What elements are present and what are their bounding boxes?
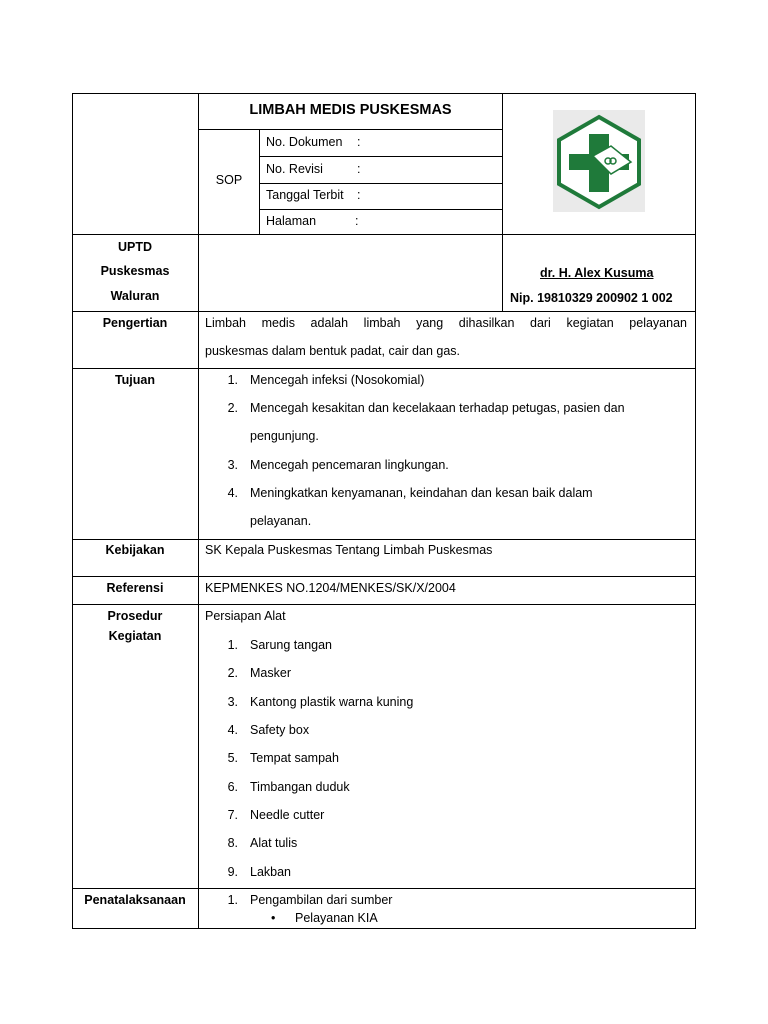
list-item-number: 5. — [227, 751, 238, 765]
table-border-bottom — [72, 928, 696, 929]
kebijakan-text: SK Kepala Puskesmas Tentang Limbah Puskesmas — [205, 543, 493, 557]
column-divider — [198, 93, 199, 929]
field-line-3 — [259, 209, 502, 210]
list-item: Safety box — [250, 723, 310, 737]
list-item: Timbangan duduk — [250, 780, 350, 794]
list-item-number: 9. — [227, 865, 238, 879]
puskesmas-logo-icon — [553, 110, 645, 212]
row-line-tujuan — [72, 539, 696, 540]
list-item-number: 3. — [227, 695, 238, 709]
list-item-number: 2. — [227, 401, 238, 415]
list-item: Sarung tangan — [250, 638, 333, 652]
row-line-org — [72, 311, 696, 312]
list-item-number: 2. — [227, 666, 238, 680]
sop-label: SOP — [215, 173, 243, 187]
list-item-number: 6. — [227, 780, 238, 794]
title-bottom-line — [198, 129, 502, 130]
table-border-right — [695, 93, 696, 929]
list-item: Lakban — [250, 865, 292, 879]
bullet-icon: • — [271, 911, 276, 925]
pengertian-text-line-1: Limbah medis adalah limbah yang dihasilkan dari kegiatan pelayanan — [205, 316, 687, 330]
list-item: Mencegah pencemaran lingkungan. — [250, 458, 449, 472]
list-item-continuation: pelayanan. — [250, 514, 312, 528]
list-item-number: 1. — [227, 893, 238, 907]
header-right-divider — [502, 93, 503, 311]
list-item: Meningkatkan kenyamanan, keindahan dan kesan baik dalam — [250, 486, 593, 500]
table-border-top — [72, 93, 696, 94]
list-item-number: 1. — [227, 638, 238, 652]
list-item-continuation: pengunjung. — [250, 429, 319, 443]
prosedur-label-line-1: Prosedur — [107, 609, 163, 623]
field-label-halaman: Halaman — [266, 214, 317, 228]
list-item: Pengambilan dari sumber — [250, 893, 393, 907]
org-line-1: UPTD — [117, 240, 153, 254]
row-line-kebijakan — [72, 576, 696, 577]
row-line-pengertian — [72, 368, 696, 369]
referensi-text: KEPMENKES NO.1204/MENKES/SK/X/2004 — [205, 581, 456, 595]
list-item: Kantong plastik warna kuning — [250, 695, 414, 709]
referensi-label: Referensi — [106, 581, 164, 595]
pengertian-text-line-2: puskesmas dalam bentuk padat, cair dan gas. — [205, 344, 461, 358]
row-line-header — [72, 234, 696, 235]
org-line-2: Puskesmas — [100, 264, 170, 278]
row-line-referensi — [72, 604, 696, 605]
field-colon-halaman: : — [355, 214, 359, 228]
kebijakan-label: Kebijakan — [105, 543, 165, 557]
signer-nip: Nip. 19810329 200902 1 002 — [510, 291, 673, 305]
list-item: Mencegah infeksi (Nosokomial) — [250, 373, 425, 387]
field-line-2 — [259, 183, 502, 184]
signer-name: dr. H. Alex Kusuma — [540, 266, 654, 280]
document-title: LIMBAH MEDIS PUSKESMAS — [249, 102, 452, 118]
field-label-no-revisi: No. Revisi — [266, 162, 323, 176]
list-item: Tempat sampah — [250, 751, 339, 765]
table-border-left — [72, 93, 73, 929]
list-item: Needle cutter — [250, 808, 325, 822]
field-label-tanggal-terbit: Tanggal Terbit — [266, 188, 344, 202]
row-line-prosedur — [72, 888, 696, 889]
list-item-number: 3. — [227, 458, 238, 472]
field-colon-no-dokumen: : — [357, 135, 361, 149]
field-colon-no-revisi: : — [357, 162, 361, 176]
list-item-number: 7. — [227, 808, 238, 822]
sop-divider — [259, 129, 260, 234]
penatalaksanaan-label: Penatalaksanaan — [84, 893, 186, 907]
sub-list-item: Pelayanan KIA — [295, 911, 378, 925]
pengertian-label: Pengertian — [102, 316, 168, 330]
field-colon-tanggal-terbit: : — [357, 188, 361, 202]
list-item-number: 1. — [227, 373, 238, 387]
list-item-number: 8. — [227, 836, 238, 850]
list-item: Alat tulis — [250, 836, 298, 850]
list-item: Masker — [250, 666, 291, 680]
list-item: Mencegah kesakitan dan kecelakaan terhadap petugas, pasien dan — [250, 401, 625, 415]
org-line-3: Waluran — [110, 289, 160, 303]
list-item-number: 4. — [227, 723, 238, 737]
list-item-number: 4. — [227, 486, 238, 500]
persiapan-alat-heading: Persiapan Alat — [205, 609, 286, 623]
field-label-no-dokumen: No. Dokumen — [266, 135, 343, 149]
field-line-1 — [259, 156, 502, 157]
prosedur-label-line-2: Kegiatan — [108, 629, 162, 643]
tujuan-label: Tujuan — [114, 373, 156, 387]
